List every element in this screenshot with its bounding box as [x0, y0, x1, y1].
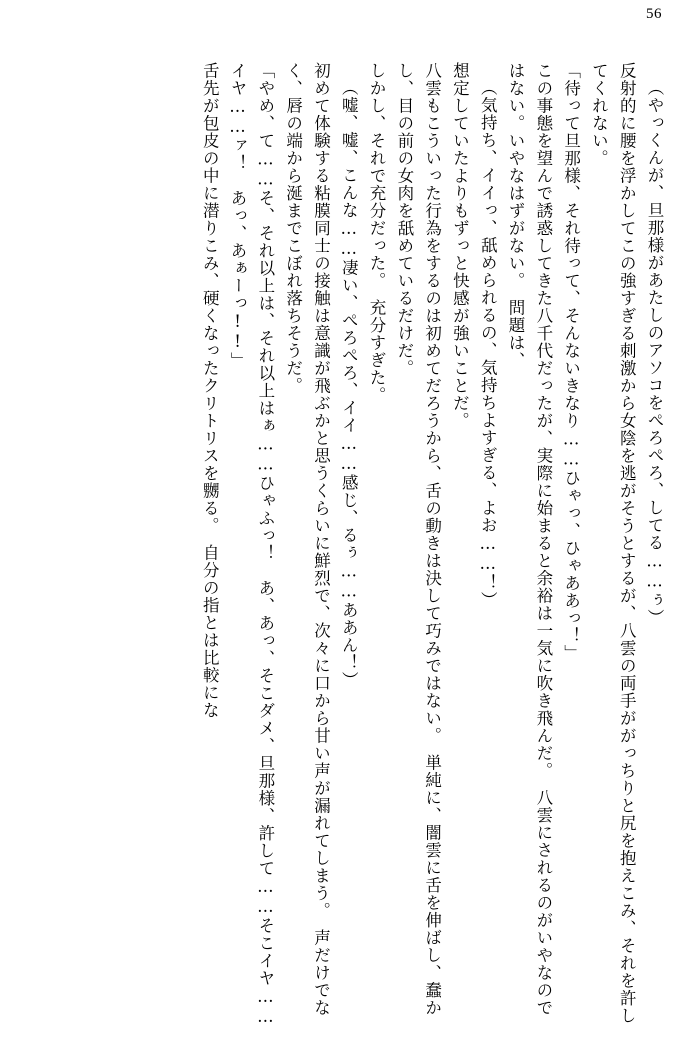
paragraph: 「待って旦那様、それ待って、そんないきなり……ひゃっ、ひゃああっ！」 [561, 62, 581, 662]
paragraph: 想定していたよりもずっと快感が強いことだ。 [450, 62, 470, 430]
paragraph: この事態を望んで誘惑してきた八千代だったが、実際に始まると余裕は一気に吹き飛んだ。 八雲にされるのがいやなのではない。いやなはずがない。 問題は、 [506, 62, 553, 1017]
paragraph: 「やめ、て……そ、それ以上は、それ以上はぁ……ひゃふっ！ あ、あっ、そこダメ、旦那様、許して……そこイヤ……イヤ……ァ！ あっ、あぁーっ!!」 [228, 62, 275, 1027]
paragraph: （気持ち、イイっ、舐められるの、気持ちよすぎる、よお……！） [478, 78, 498, 609]
paragraph: 初めて体験する粘膜同士の接触は意識が飛ぶかと思うくらいに鮮烈で、次々に口から甘い声が漏れてしまう。 声だけでなく、唇の端から涎までこぼれ落ちそうだ。 [283, 62, 331, 1017]
paragraph: 舌先が包皮の中に潜りこみ、硬くなったクリトリスを嬲る。 自分の指とは比較にな [200, 62, 220, 719]
paragraph: 八雲もこういった行為をするのは初めてだろうから、舌の動きは決して巧みではない。 単純に、闇雲に舌を伸ばし、蠢かし、目の前の女肉を舐めているだけだ。 [394, 62, 442, 1017]
paragraph: 反射的に腰を浮かしてこの強すぎる刺激から女陰を逃がそうとするが、八雲の両手ががっちりと尻を抱えこみ、それを許してくれない。 [589, 62, 637, 1025]
paragraph: （嘘、嘘、こんな……凄い、ぺろぺろ、イイ……感じ、るぅ……ああん！） [339, 78, 359, 689]
page-text-body [22, 62, 668, 1032]
page-number: 56 [646, 6, 662, 22]
paragraph: しかし、それで充分だった。 充分すぎた。 [367, 62, 387, 404]
paragraph: （やっくんが、旦那様があたしのアソコをぺろぺろ、してる……ぅ） [645, 78, 664, 626]
